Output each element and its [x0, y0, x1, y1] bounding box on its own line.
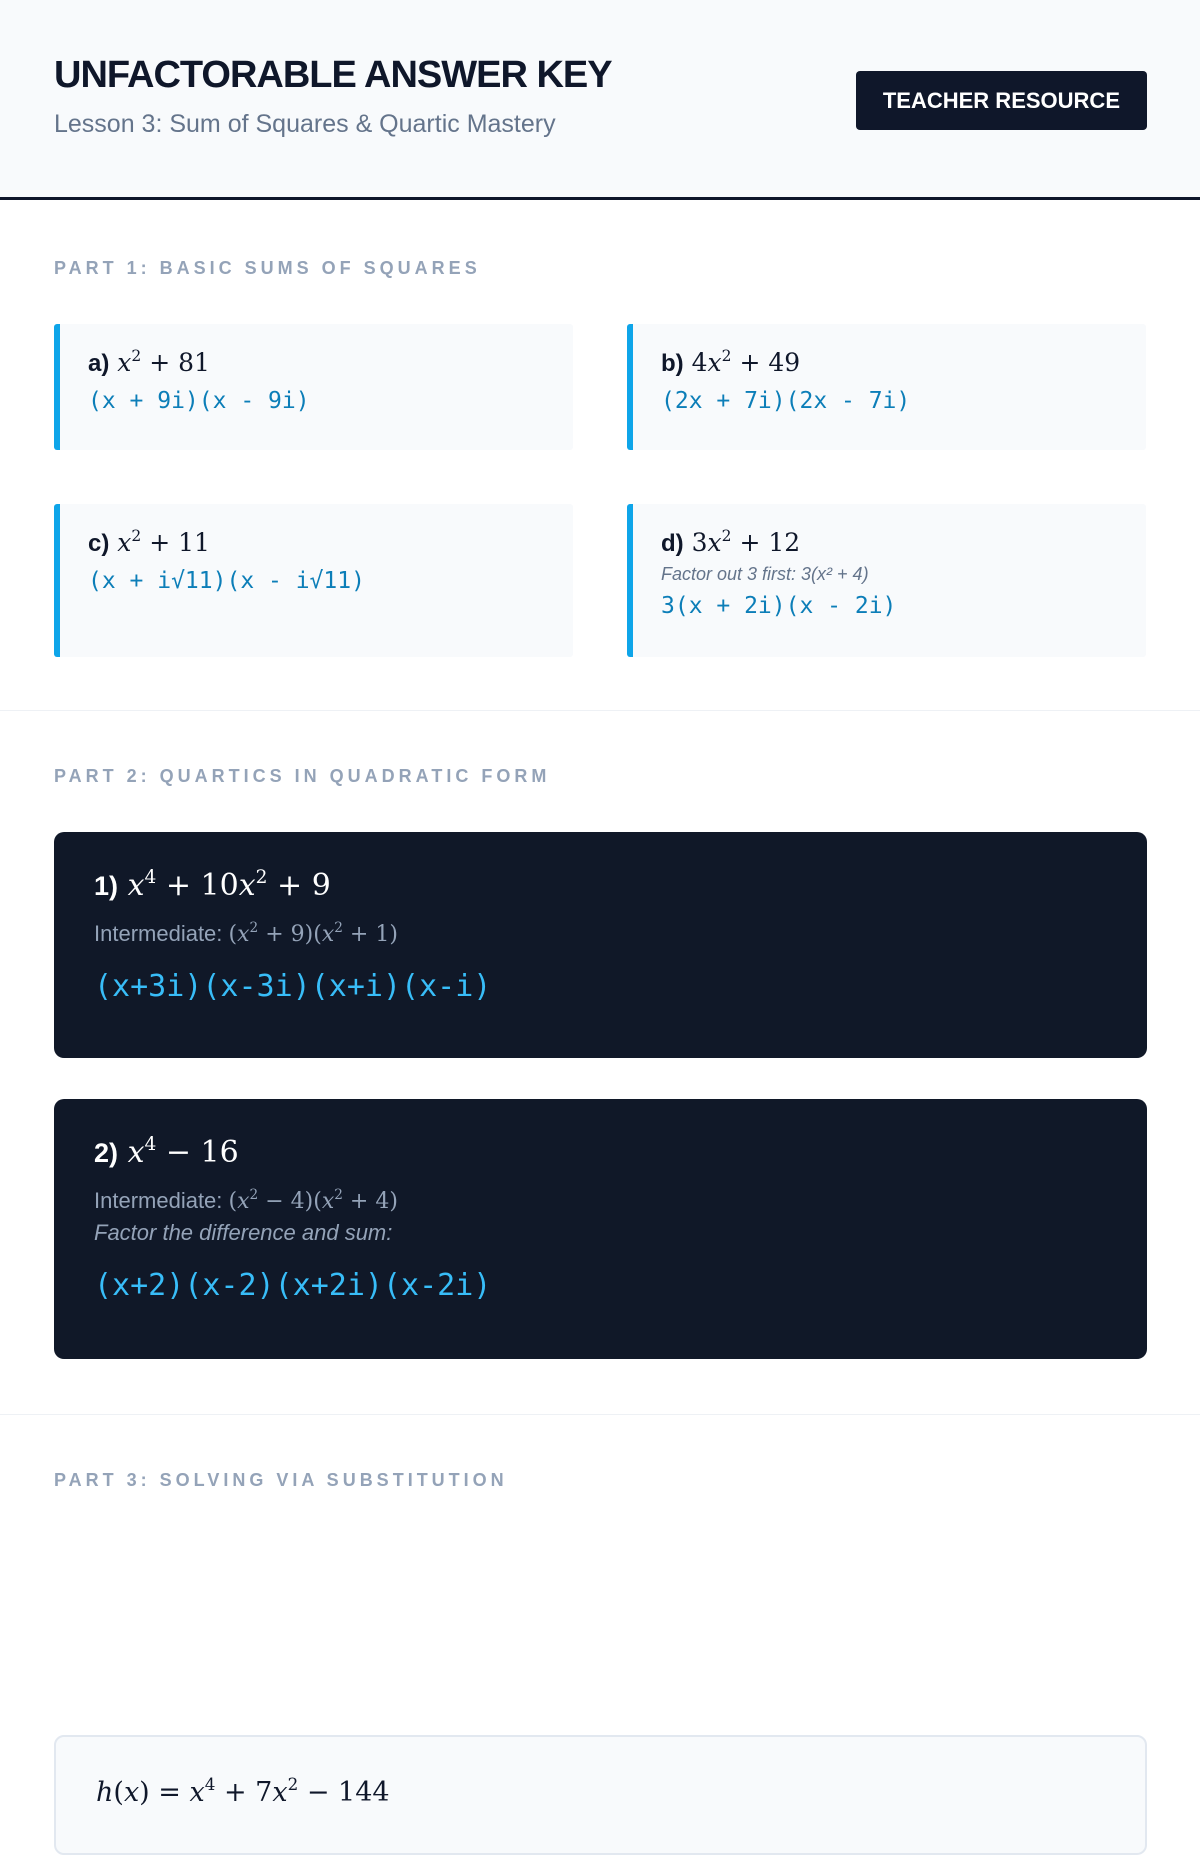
part3-label: PART 3: SOLVING VIA SUBSTITUTION: [54, 1470, 508, 1490]
section-divider: [0, 710, 1200, 711]
part1-label: PART 1: BASIC SUMS OF SQUARES: [54, 258, 481, 278]
quartic-2-answer: (x+2)(x-2)(x+2i)(x-2i): [94, 1268, 492, 1303]
quartic-card-2: [54, 1099, 1147, 1359]
problem-card-d: [627, 504, 1146, 657]
page-subtitle: Lesson 3: Sum of Squares & Quartic Mastery: [54, 110, 556, 138]
quartic-2-note: Factor the difference and sum:: [94, 1220, 393, 1245]
quartic-2-question: 2) $x^4 - 16$: [94, 1133, 239, 1170]
problem-a-answer: (x + 9i)(x - 9i): [88, 388, 310, 414]
problem-card-b: [627, 324, 1146, 450]
page-title: UNFACTORABLE ANSWER KEY: [54, 54, 612, 96]
substitution-card: [54, 1735, 1147, 1855]
problem-b-question: b) $4x^2 + 49$: [661, 346, 801, 377]
problem-d-question: d) $3x^2 + 12$: [661, 526, 801, 557]
page-header: [0, 0, 1200, 200]
problem-a-question: a) $x^2 + 81$: [88, 346, 210, 377]
problem-c-question: c) $x^2 + 11$: [88, 526, 210, 557]
teacher-resource-badge: TEACHER RESOURCE: [856, 71, 1147, 130]
quartic-1-answer: (x+3i)(x-3i)(x+i)(x-i): [94, 969, 492, 1004]
quartic-1-question: 1) $x^4 + 10x^2 + 9$: [94, 866, 331, 903]
problem-card-c: [54, 504, 573, 657]
quartic-1-intermediate: Intermediate: $(x^2 + 9)(x^2 + 1)$: [94, 920, 398, 947]
problem-b-answer: (2x + 7i)(2x - 7i): [661, 388, 911, 414]
substitution-function: $h(x) = x^4 + 7x^2 - 144$: [96, 1774, 390, 1808]
problem-d-answer: 3(x + 2i)(x - 2i): [661, 593, 897, 619]
problem-card-a: [54, 324, 573, 450]
part2-label: PART 2: QUARTICS IN QUADRATIC FORM: [54, 766, 551, 786]
quartic-2-intermediate: Intermediate: $(x^2 - 4)(x^2 + 4)$: [94, 1187, 398, 1214]
problem-d-note: Factor out 3 first: 3(x² + 4): [661, 564, 869, 584]
quartic-card-1: [54, 832, 1147, 1058]
section-divider: [0, 1414, 1200, 1415]
problem-c-answer: (x + i√11)(x - i√11): [88, 568, 365, 594]
